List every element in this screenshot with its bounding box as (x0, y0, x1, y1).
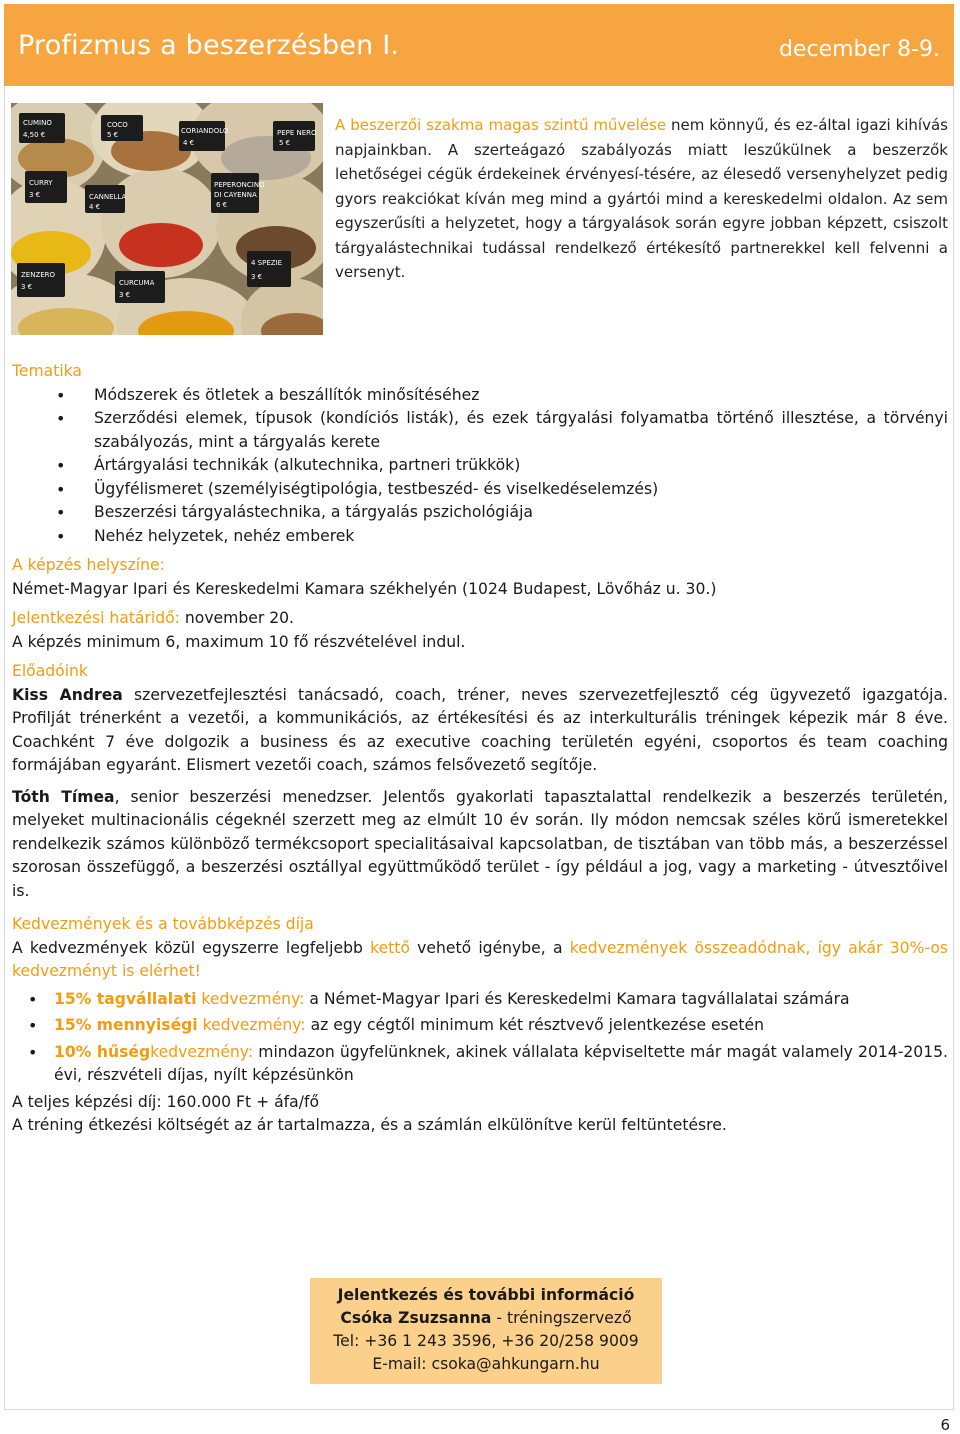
deadline-label: Jelentkezési határidő: (12, 609, 180, 627)
svg-text:4,50 €: 4,50 € (23, 131, 46, 139)
svg-text:PEPERONCINO: PEPERONCINO (214, 181, 265, 189)
discount-text: mindazon ügyfelünknek, akinek vállalata képviseltette már magát valamely 2014-2015. évi, részvételi díjas, nyílt képzésünkön (54, 1042, 948, 1084)
discount-rate: 15% mennyiségi (54, 1016, 198, 1034)
list-item: • Módszerek és ötletek a beszállítók minősítéséhez (94, 384, 948, 408)
contact-person (310, 1307, 662, 1330)
spices-photo (11, 103, 323, 335)
spices-illustration (11, 103, 323, 335)
svg-text:DI CAYENNA: DI CAYENNA (214, 191, 257, 199)
svg-text:5 €: 5 € (107, 131, 119, 139)
speakers-heading: Előadóink (12, 662, 88, 680)
discount-label: kedvezmény: (196, 989, 305, 1008)
svg-text:ZENZERO: ZENZERO (21, 271, 56, 279)
header-banner (4, 4, 954, 86)
svg-text:3 €: 3 € (21, 283, 33, 291)
discount-text: az egy cégtől minimum két résztvevő jelentkezése esetén (305, 1016, 764, 1034)
svg-text:CANNELLA: CANNELLA (89, 193, 127, 201)
list-item: • Beszerzési tárgyalástechnika, a tárgyalás pszichológiája (94, 501, 948, 525)
tematika-heading: Tematika (12, 362, 82, 380)
discount-rate: 10% hűség (54, 1042, 151, 1061)
svg-text:4 SPEZIE: 4 SPEZIE (251, 259, 283, 267)
svg-text:3 €: 3 € (29, 191, 41, 199)
discount-item (54, 1014, 948, 1038)
svg-text:CORIANDOLO: CORIANDOLO (181, 127, 229, 135)
discount-label: kedvezmény: (197, 1016, 306, 1034)
discount-list (12, 988, 948, 1088)
contact-role: - tréningszervező (491, 1309, 632, 1327)
discount-item (54, 988, 948, 1012)
contact-email[interactable]: E-mail: csoka@ahkungarn.hu (372, 1355, 600, 1373)
discounts-intro-a: A kedvezmények közül egyszerre legfeljebb (12, 938, 371, 957)
main-content (12, 360, 948, 1138)
venue-heading: A képzés helyszíne: (12, 556, 165, 574)
speaker-1-name: Kiss Andrea (12, 685, 123, 704)
venue-text: Német-Magyar Ipari és Kereskedelmi Kamara székhelyén (1024 Budapest, Lövőház u. 30.) (12, 579, 717, 598)
speaker-1-bio: szervezetfejlesztési tanácsadó, coach, tréner, neves szervezetfejlesztő cég ügyvezető igazgatója. Profilját trénerként a vezetői, a kommunikációs, az értékesítési és az interkulturális tréningek képezik már 8 éve. Coachként 7 éve dolgozik a business és az executive coaching területén egyéni, csoportos és team coaching formájában egyaránt. Elismert vezetői coach, számos felsővezető segítője. (12, 685, 948, 774)
contact-box (310, 1278, 662, 1384)
discounts-intro (12, 937, 948, 984)
svg-text:3 €: 3 € (251, 273, 263, 281)
list-item: • Ügyfélismeret (személyiségtipológia, testbeszéd- és viselkedéselemzés) (94, 478, 948, 502)
svg-text:4 €: 4 € (183, 139, 195, 147)
svg-text:PEPE NERO: PEPE NERO (277, 129, 317, 137)
participants-note: A képzés minimum 6, maximum 10 fő részvételével indul. (12, 632, 466, 651)
total-fee: A teljes képzési díj: 160.000 Ft + áfa/fő (12, 1092, 319, 1111)
deadline-line (12, 607, 948, 631)
contact-phone: Tel: +36 1 243 3596, +36 20/258 9009 (333, 1332, 639, 1350)
list-item: • Ártárgyalási technikák (alkutechnika, partneri trükkök) (94, 454, 948, 478)
speaker-1 (12, 684, 948, 778)
speaker-2-name: Tóth Tímea (12, 787, 115, 806)
speaker-2 (12, 786, 948, 904)
svg-text:COCO: COCO (107, 121, 128, 129)
meal-note: A tréning étkezési költségét az ár tartalmazza, és a számlán elkülönítve kerül feltüntetésre. (12, 1116, 727, 1134)
svg-text:3 €: 3 € (119, 291, 131, 299)
contact-title: Jelentkezés és további információ (337, 1286, 635, 1304)
deadline-value: november 20. (179, 609, 294, 627)
svg-text:4 €: 4 € (89, 203, 101, 211)
discount-item (54, 1041, 948, 1088)
discounts-intro-c: vehető igénybe, a (409, 938, 570, 957)
list-item: • Nehéz helyzetek, nehéz emberek (94, 525, 948, 549)
page-title: Profizmus a beszerzésben I. (18, 30, 400, 61)
discount-label: kedvezmény: (150, 1042, 254, 1061)
discount-rate: 15% tagvállalati (54, 989, 197, 1008)
contact-name: Csóka Zsuzsanna (340, 1309, 492, 1327)
svg-text:CUMINO: CUMINO (23, 119, 52, 127)
speaker-2-bio: , senior beszerzési menedzser. Jelentős gyakorlati tapasztalattal rendelkezik a beszerzés területén, melyeket multinacionális cégeknél szerzett meg az elmúlt 10 év során. Ily módon nemcsak széles körű ismeretekkel rendelkezik számos különböző termékcsoport specialitásaival kapcsolatban, de tisztában van több más, a beszerzéssel szorosan összefüggő, a beszerzési osztállyal együttműködő terület - így például a jog, vagy a marketing - útvesztőivel is. (12, 787, 949, 900)
svg-text:6 €: 6 € (216, 201, 228, 209)
tematika-list (12, 384, 948, 549)
discount-text: a Német-Magyar Ipari és Kereskedelmi Kamara tagvállalatai számára (304, 989, 850, 1008)
svg-text:CURRY: CURRY (29, 179, 53, 187)
svg-text:5 €: 5 € (279, 139, 291, 147)
page-number: 6 (940, 1416, 950, 1434)
svg-text:CURCUMA: CURCUMA (119, 279, 155, 287)
discounts-intro-d: kedvezmények összeadódnak, így akár 30%-os kedvezményt is elérhet! (12, 938, 948, 980)
discounts-intro-b: kettő (370, 938, 410, 957)
intro-paragraph (335, 113, 948, 285)
intro-text: nem könnyű, és ez-által igazi kihívás napjainkban. A szerteágazó szabályozás miatt leszűkülnek a beszerzők lehetőségei cégük érdekeinek érvényesí-tésére, az élesedő versenyhelyzet pedig gyors reakciókat kíván meg mind a gyártói mind a kereskedelmi oldalon. Az sem egyszerűsíti a helyzetet, hogy a tárgyalások során egyre jobban képzett, csiszolt tárgyalástechnikai tudással rendelkező értékesítő partnerekkel kell felvenni a versenyt. (335, 116, 948, 281)
intro-lead: A beszerzői szakma magas szintű művelése (335, 116, 667, 134)
course-date: december 8-9. (778, 37, 940, 62)
list-item: • Szerződési elemek, típusok (kondíciós listák), és ezek tárgyalási folyamatba történő illesztése, a törvényi szabályozás, mint a tárgyalás kerete (94, 407, 948, 454)
discounts-heading: Kedvezmények és a továbbképzés díja (12, 915, 314, 933)
